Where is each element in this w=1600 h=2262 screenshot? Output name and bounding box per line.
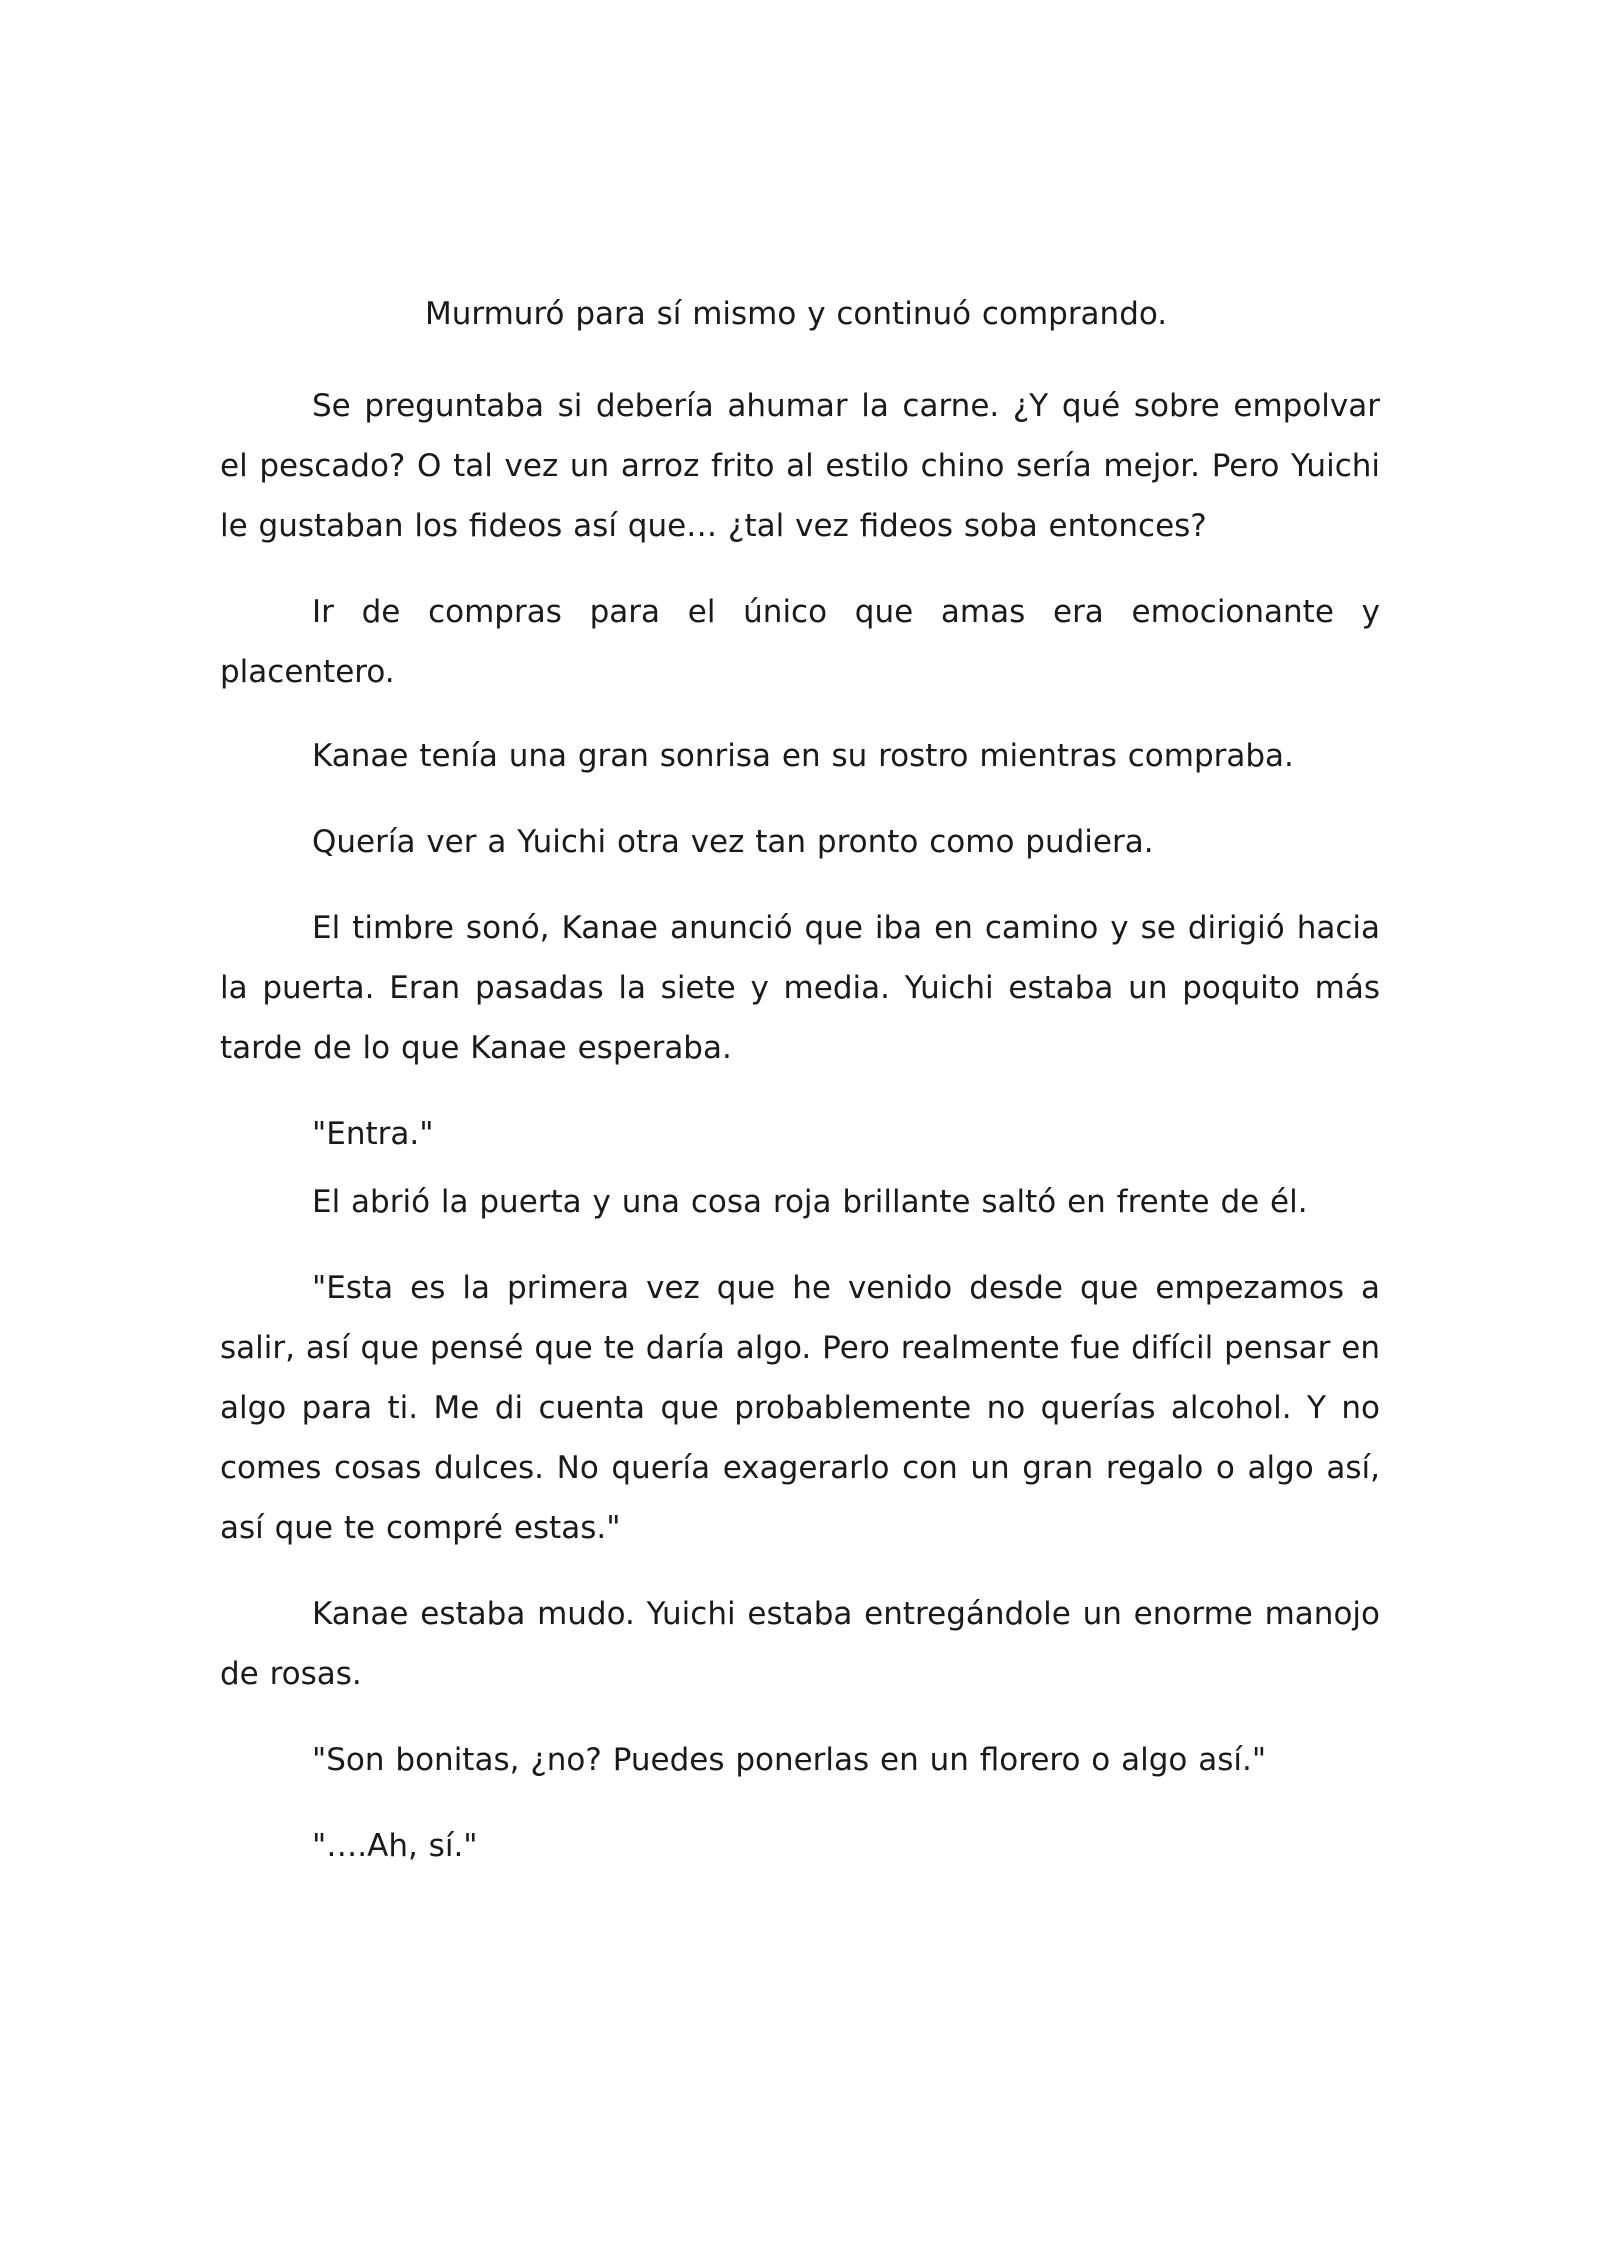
paragraph-8: El abrió la puerta y una cosa roja brillante saltó en frente de él. <box>312 1184 1308 1220</box>
paragraph-2: Se preguntaba si debería ahumar la carne. ¿Y qué sobre empolvar el pescado? O tal vez un arroz frito al estilo chino sería mejor. Pero Yuichi le gustaban los fideos así que… ¿tal vez fideos soba entonces? <box>220 388 1380 544</box>
paragraph-1: Murmuró para sí mismo y continuó comprando. <box>425 296 1168 332</box>
paragraph-11: "Son bonitas, ¿no? Puedes ponerlas en un florero o algo así." <box>312 1742 1267 1778</box>
paragraph-3: Ir de compras para el único que amas era emocionante y placentero. <box>220 594 1380 690</box>
paragraph-7: "Entra." <box>312 1116 434 1152</box>
paragraph-5: Quería ver a Yuichi otra vez tan pronto como pudiera. <box>312 824 1154 860</box>
paragraph-12: "….Ah, sí." <box>312 1828 478 1864</box>
paragraph-9: "Esta es la primera vez que he venido desde que empezamos a salir, así que pensé que te daría algo. Pero realmente fue difícil pensar en algo para ti. Me di cuenta que probablemente no querías alcohol. Y no comes cosas dulces. No quería exagerarlo con un gran regalo o algo así, así que te compré estas." <box>220 1270 1380 1546</box>
paragraph-10: Kanae estaba mudo. Yuichi estaba entregándole un enorme manojo de rosas. <box>220 1596 1380 1692</box>
paragraph-4: Kanae tenía una gran sonrisa en su rostro mientras compraba. <box>312 738 1294 774</box>
paragraph-6: El timbre sonó, Kanae anunció que iba en camino y se dirigió hacia la puerta. Eran pasadas la siete y media. Yuichi estaba un poquito más tarde de lo que Kanae esperaba. <box>220 910 1380 1066</box>
